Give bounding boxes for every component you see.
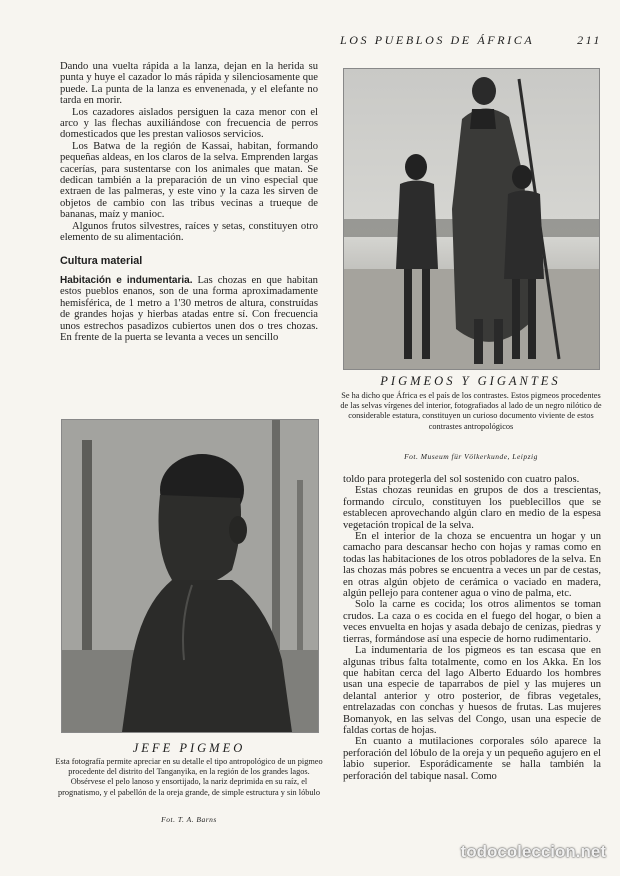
paragraph: Solo la carne es cocida; los otros alimentos se toman crudos. La caza o es cocida en el fuego del hogar, o bien a veces envuelta en hojas y asada debajo de cenizas, piedras y tierras, formándose así una especie de horno rudimentario. [343,599,601,645]
running-header [340,33,602,48]
figure-caption: Esta fotografía permite apreciar en su detalle el tipo antropológico de un pigmeo procedente del distrito del Tanganyika, en la región de los grandes lagos. Obsérvese el pelo lanoso y ensortijado, la nariz deprimida en su raíz, el prognatismo, y el pabellón de la oreja grande, de simple estructura y sin lóbulo [55,757,323,797]
figure-title: JEFE PIGMEO [132,741,246,755]
figure-title: PIGMEOS Y GIGANTES [380,374,561,388]
header-title: LOS PUEBLOS DE ÁFRICA [340,33,535,47]
photo-credit: Fot. T. A. Barns [161,815,217,824]
runin-text: Las chozas en que habitan estos pueblos enanos, son de una forma aproximadamente hemisférica, de 1 metro a 1'30 metros de altura, construídas de grandes hojas y hierbas atadas entre sí. Con frecuencia unos estrechos pasadizos cubiertos unen dos o tres chozas. En frente de la puerta se levanta a veces un sencillo [60,274,318,343]
photo-jefe-pigmeo [61,419,319,733]
figure-caption: Se ha dicho que África es el país de los contrastes. Estos pigmeos procedentes de las selvas vírgenes del interior, fotografiados al lado de un negro nilótico de considerable estatura, constituyen un curioso documento viviente de estos contrastes antropológicos [340,391,602,431]
paragraph [60,275,318,343]
paragraph: La indumentaria de los pigmeos es tan escasa que en algunas tribus falta totalmente, como en los Akka. En los que habitan cerca del lago Alberto Eduardo los hombres usan una especie de taparrabos de piel y las mujeres un delantal anterior y otro posterior, de fibras vegetales, entrelazadas con conchas y huesos de frutas. Las mujeres Bomanyok, en las selvas del Congo, usan una especie de faldas cortas de hojas. [343,645,601,736]
paragraph: toldo para protegerla del sol sostenido con cuatro palos. [343,474,580,485]
paragraph: Estas chozas reunidas en grupos de dos a trescientas, formando círculo, constituyen los pueblecillos que se establecen aprovechando algún claro en medio de la espesa vegetación tropical de la selva. [343,485,601,531]
paragraph: Los cazadores aislados persiguen la caza menor con el arco y las flechas auxiliándose con frecuencia de perros domesticados que les prestan valiosos servicios. [60,106,318,141]
paragraph: Los Batwa de la región de Kassai, habitan, formando pequeñas aldeas, en los claros de la selva. Emprenden largas cacerías, para sustentarse con los animales que matan. Se dedican también a la preparación de un vino especial que extraen de las palmeras, y este vino y la caza les sirven de objetos de cambio con las tribus vecinas a trueque de bananas, maíz y manioc. [60,140,318,221]
paragraph: Dando una vuelta rápida a la lanza, dejan en la herida su punta y huye el cazador lo más rápida y silenciosamente que puede. La punta de la lanza es envenenada, y el elefante no tarda en morir. [60,61,318,107]
runin-heading: Habitación e indumentaria. [60,274,193,286]
paragraph: En el interior de la choza se encuentra un hogar y un camacho para descansar hecho con hojas y ramas como en todas las habitaciones de los otros pobladores de la selva. En las chozas más pobres se encuentra a veces un par de cestas, en otras algún objeto de cerámica o vaciado en madera, algún pellejo para contener agua o vino de palma, etc. [343,531,601,600]
left-column-text [60,61,318,343]
paragraph: Algunos frutos silvestres, raíces y setas, constituyen otro elemento de su alimentación. [60,220,318,244]
right-column-text [343,474,601,782]
page-number: 211 [577,33,602,47]
photo-figures [344,69,599,369]
photo-pigmeos-gigantes [343,68,600,370]
section-heading: Cultura material [60,254,143,267]
paragraph: En cuanto a mutilaciones corporales sólo aparece la perforación del lóbulo de la oreja y un pequeño agujero en el labio superior. Esporádicamente se halla también la perforación del tabique nasal. Como [343,736,601,782]
watermark: todocoleccion.net [460,842,606,861]
photo-portrait [62,420,318,732]
photo-credit: Fot. Museum für Völkerkunde, Leipzig [404,452,538,461]
